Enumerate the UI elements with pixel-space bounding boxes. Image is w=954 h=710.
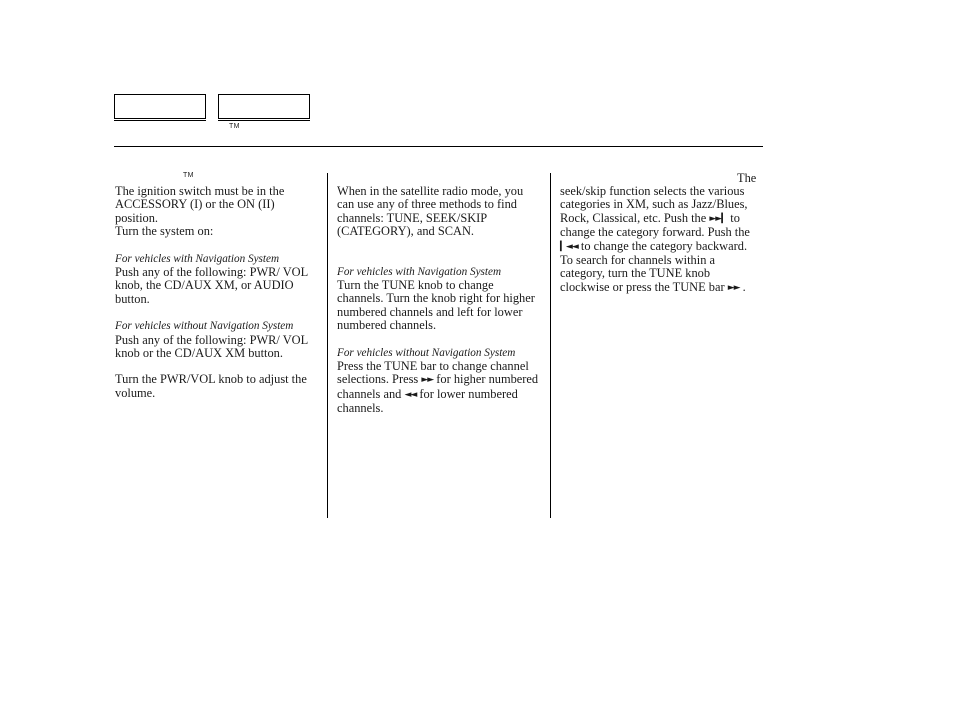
- nonav-instructions: Push any of the following: PWR/ VOL knob or the CD/AUX XM button.: [115, 332, 308, 361]
- skip-forward-icon: ►►▎: [709, 213, 728, 224]
- seek-text-c: to change the category backward. To search for channels within a category, turn the TUNE knob clockwise or press the TUNE bar: [560, 238, 748, 294]
- seek-text-d: .: [742, 279, 746, 294]
- nav-heading: For vehicles with Navigation System: [115, 252, 280, 265]
- nav-instructions: Push any of the following: PWR/ VOL knob, the CD/AUX XM, or AUDIO button.: [115, 265, 308, 306]
- nav-button-2[interactable]: [218, 94, 310, 119]
- tune-bar-text-b: for higher numbered channels and: [337, 372, 539, 401]
- nav-button-1[interactable]: [114, 94, 206, 119]
- column-divider-1: [327, 173, 328, 518]
- tune-knob-instructions: Turn the TUNE knob to change channels. Turn the knob right for higher numbered channels and left for lower numbered channels.: [337, 278, 535, 333]
- column-divider-2: [550, 173, 551, 518]
- seek-text-a: seek/skip function selects the various categories in XM, such as Jazz/Blues, Rock, Classical, etc. Push the: [560, 184, 748, 225]
- turn-on-text: Turn the system on:: [115, 224, 214, 239]
- column1-trademark: TM: [183, 172, 194, 179]
- nonav-heading: For vehicles without Navigation System: [115, 320, 294, 333]
- nonav-heading-2: For vehicles without Navigation System: [337, 346, 516, 359]
- skip-back-icon: ▎◄◄: [560, 241, 578, 252]
- header-rule: [114, 146, 763, 147]
- tune-down-icon: ◄◄: [404, 389, 417, 400]
- methods-intro: When in the satellite radio mode, you can use any of three methods to find channels: TUNE, SEEK/SKIP (CATEGORY), and SCAN.: [337, 184, 524, 239]
- tune-up-icon: ►►: [421, 375, 434, 386]
- column-1: [115, 185, 320, 400]
- column3-the: The: [737, 171, 757, 185]
- tune-bar-text-a: Press the TUNE bar to change channel selections. Press: [337, 359, 529, 387]
- tune-up-icon-2: ►►: [727, 282, 740, 293]
- nav-button-2-shadow: [218, 120, 310, 121]
- nav-button-1-shadow: [114, 120, 206, 121]
- tune-bar-text-c: for lower numbered channels.: [337, 386, 518, 416]
- tune-bar-instructions: [337, 360, 542, 416]
- volume-instructions: Turn the PWR/VOL knob to adjust the volume.: [115, 372, 307, 400]
- column-2: [337, 185, 542, 416]
- seek-skip-text: [560, 185, 758, 295]
- ignition-text: The ignition switch must be in the ACCESSORY (I) or the ON (II) position.: [115, 184, 285, 225]
- seek-text-b: to change the category forward. Push the: [560, 210, 750, 240]
- column-3: [560, 185, 758, 295]
- header-trademark: TM: [229, 123, 240, 130]
- nav-heading-2: For vehicles with Navigation System: [337, 265, 502, 278]
